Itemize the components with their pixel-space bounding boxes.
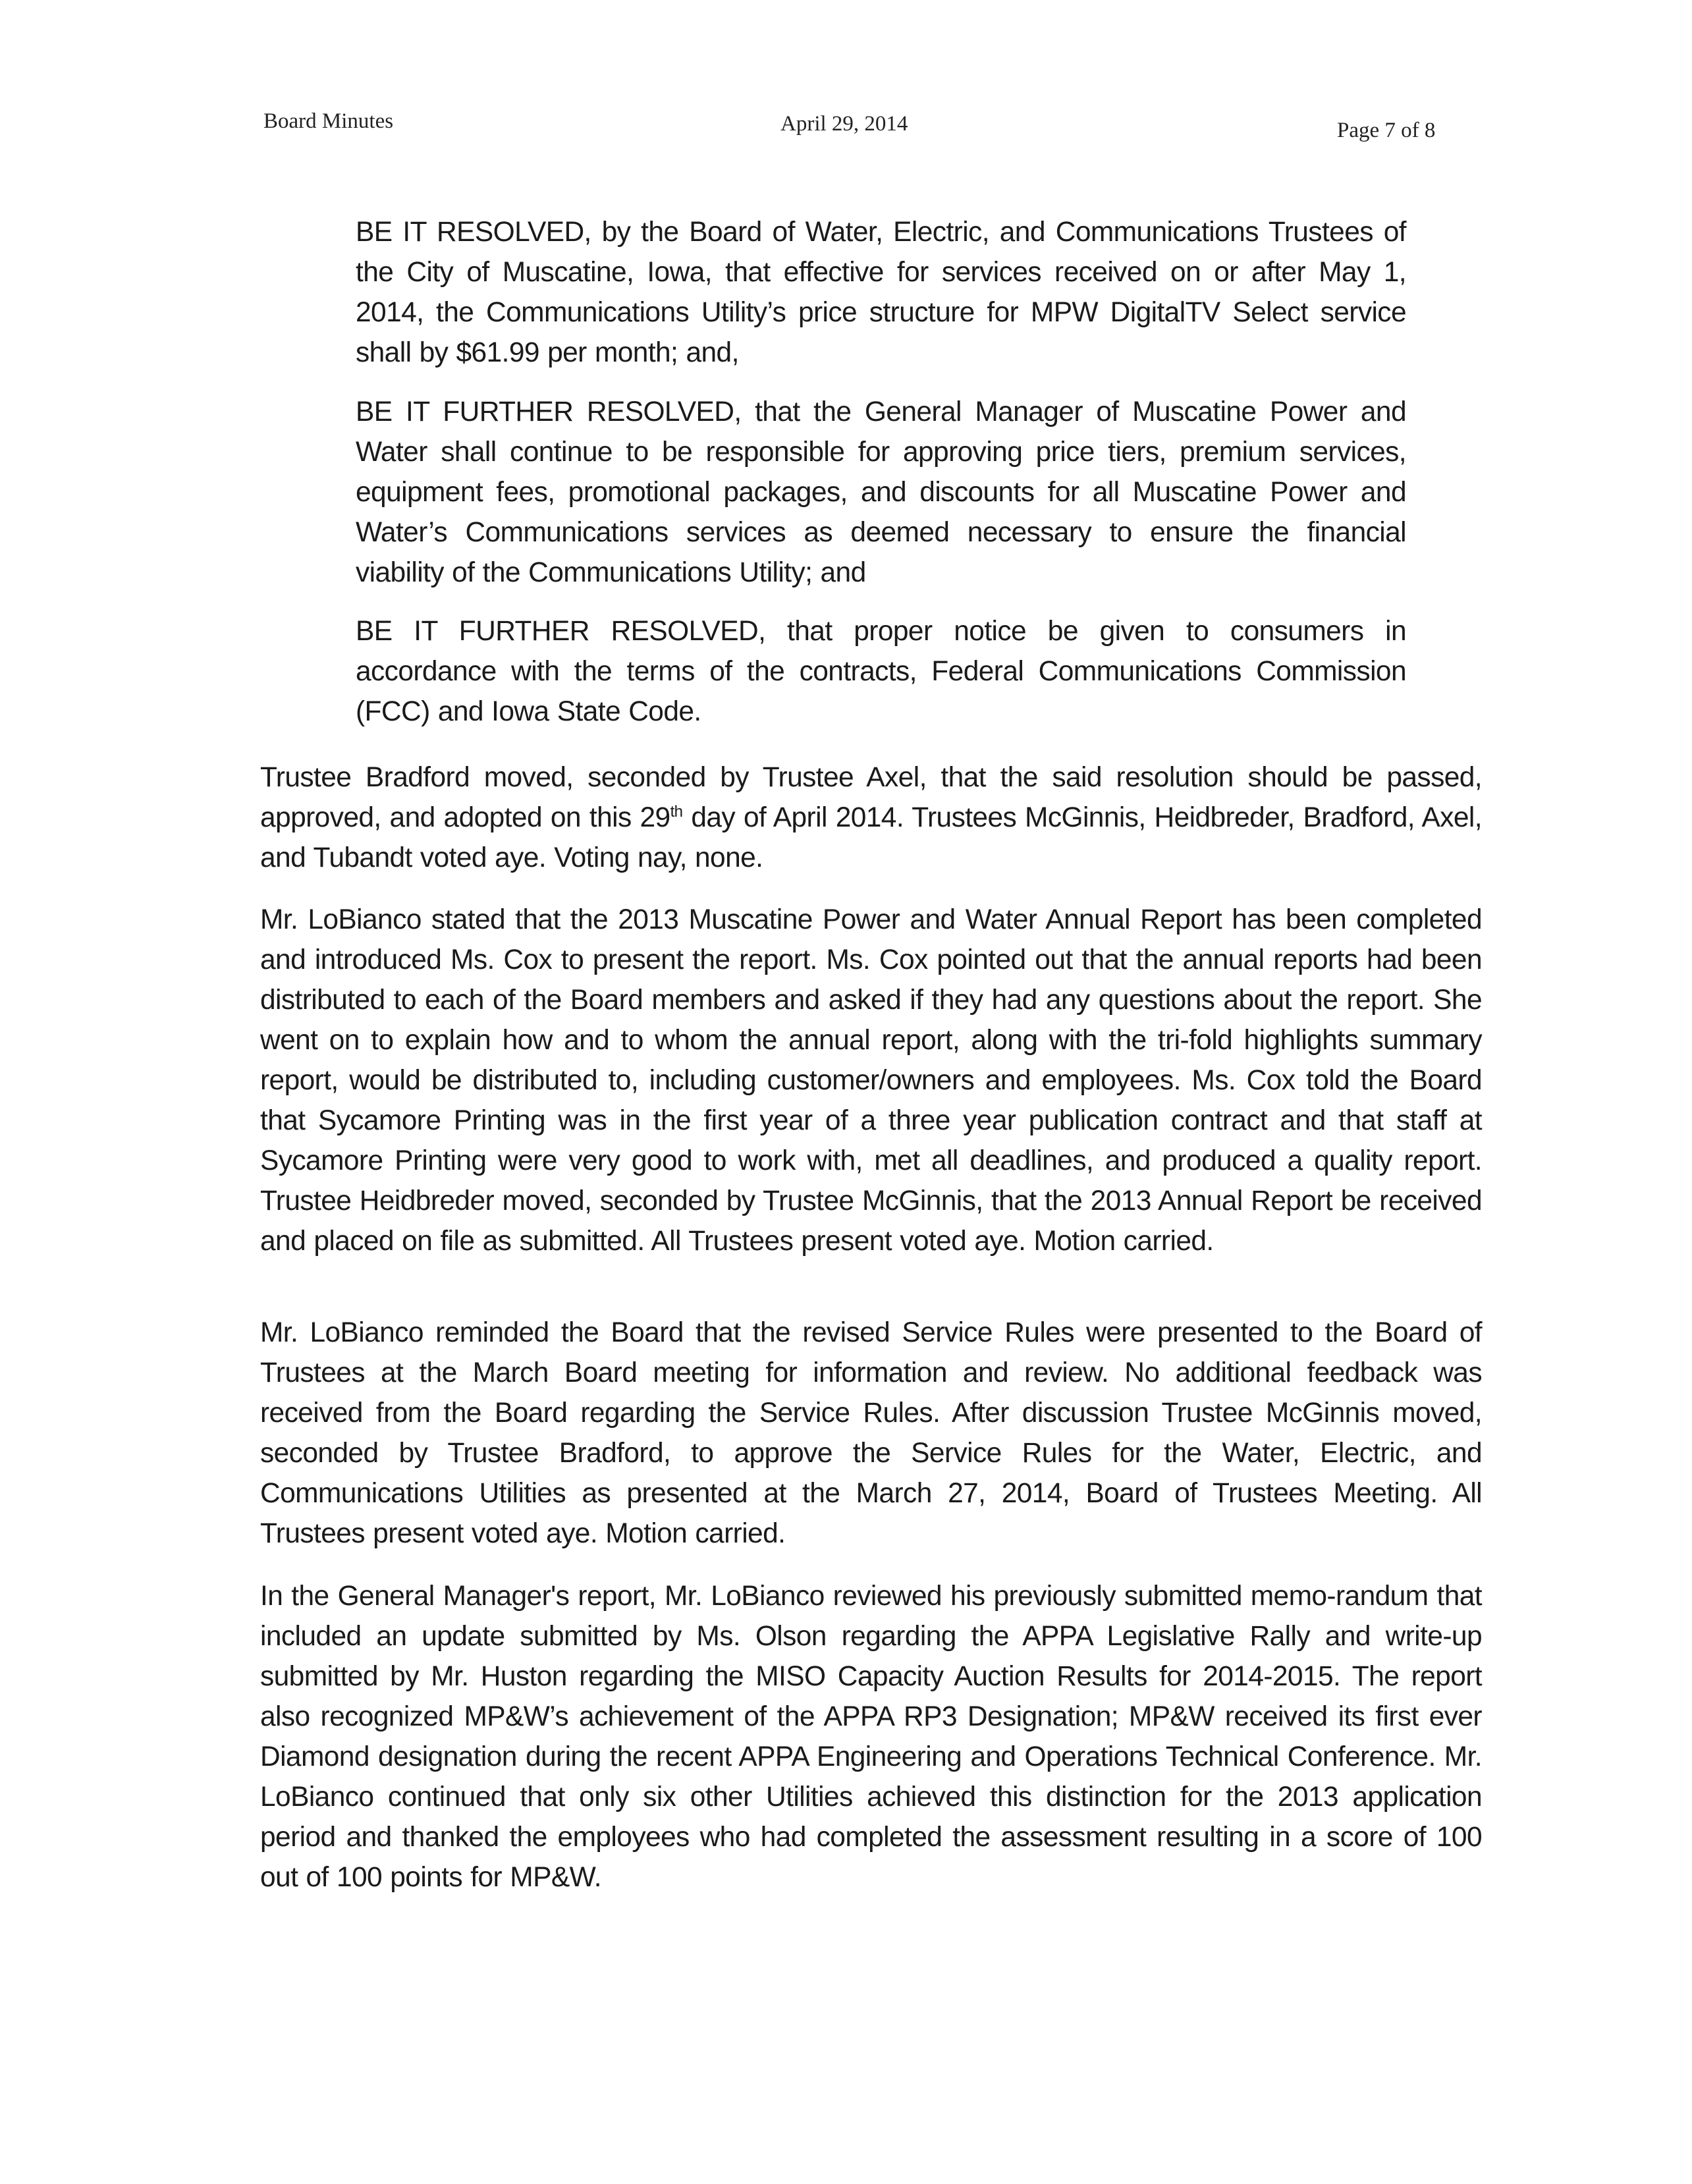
resolution-clause-1: BE IT RESOLVED, by the Board of Water, Electric, and Communications Trustees of the City of Muscatine, Iowa, that effective for services received on or after May 1, 2014, the Communications Utility’s price structure for MPW DigitalTV Select service shall by $61.99 per month; and, bbox=[356, 217, 1406, 368]
document-title: Board Minutes bbox=[263, 109, 394, 133]
motion-text-end: day of April 2014. Trustees McGinnis, Heidbreder, Bradford, Axel, and Tubandt voted aye. Voting nay, none. bbox=[260, 802, 1482, 873]
motion-paragraph bbox=[260, 757, 1482, 878]
page-header bbox=[0, 105, 1692, 145]
resolution-clause-3: BE IT FURTHER RESOLVED, that proper notice be given to consumers in accordance with the terms of the contracts, Federal Communications Commission (FCC) and Iowa State Code. bbox=[356, 616, 1406, 727]
resolution-clause-2: BE IT FURTHER RESOLVED, that the General Manager of Muscatine Power and Water shall continue to be responsible for approving price tiers, premium services, equipment fees, promotional packages, and discounts for all Muscatine Power and Water’s Communications services as deemed necessary to ensure the financial viability of the Communications Utility; and bbox=[356, 396, 1406, 588]
page-number: Page 7 of 8 bbox=[1337, 119, 1436, 142]
motion-text-start: Trustee Bradford moved, seconded by Trustee Axel, that the said resolution should be passed, approved, and adopted on this 29 bbox=[260, 762, 1482, 833]
annual-report-paragraph: Mr. LoBianco stated that the 2013 Muscatine Power and Water Annual Report has been completed and introduced Ms. Cox to present the report. Ms. Cox pointed out that the annual reports had been distributed to each of the Board members and asked if they had any questions about the report. She went on to explain how and to whom the annual report, along with the tri-fold highlights summary report, would be distributed to, including customer/owners and employees. Ms. Cox told the Board that Sycamore Printing was in the first year of a three year publication contract and that staff at Sycamore Printing were very good to work with, met all deadlines, and produced a quality report. Trustee Heidbreder moved, seconded by Trustee McGinnis, that the 2013 Annual Report be received and placed on file as submitted. All Trustees present voted aye. Motion carried. bbox=[260, 904, 1482, 1257]
ordinal-suffix: th bbox=[670, 802, 683, 821]
meeting-date: April 29, 2014 bbox=[780, 112, 908, 136]
service-rules-paragraph: Mr. LoBianco reminded the Board that the revised Service Rules were presented to the Board of Trustees at the March Board meeting for information and review. No additional feedback was received from the Board regarding the Service Rules. After discussion Trustee McGinnis moved, seconded by Trustee Bradford, to approve the Service Rules for the Water, Electric, and Communications Utilities as presented at the March 27, 2014, Board of Trustees Meeting. All Trustees present voted aye. Motion carried. bbox=[260, 1317, 1482, 1549]
general-manager-report-paragraph: In the General Manager's report, Mr. LoBianco reviewed his previously submitted memo-randum that included an update submitted by Ms. Olson regarding the APPA Legislative Rally and write-up submitted by Mr. Huston regarding the MISO Capacity Auction Results for 2014-2015. The report also recognized MP&W’s achievement of the APPA RP3 Designation; MP&W received its first ever Diamond designation during the recent APPA Engineering and Operations Technical Conference. Mr. LoBianco continued that only six other Utilities achieved this distinction for the 2013 application period and thanked the employees who had completed the assessment resulting in a score of 100 out of 100 points for MP&W. bbox=[260, 1581, 1482, 1893]
